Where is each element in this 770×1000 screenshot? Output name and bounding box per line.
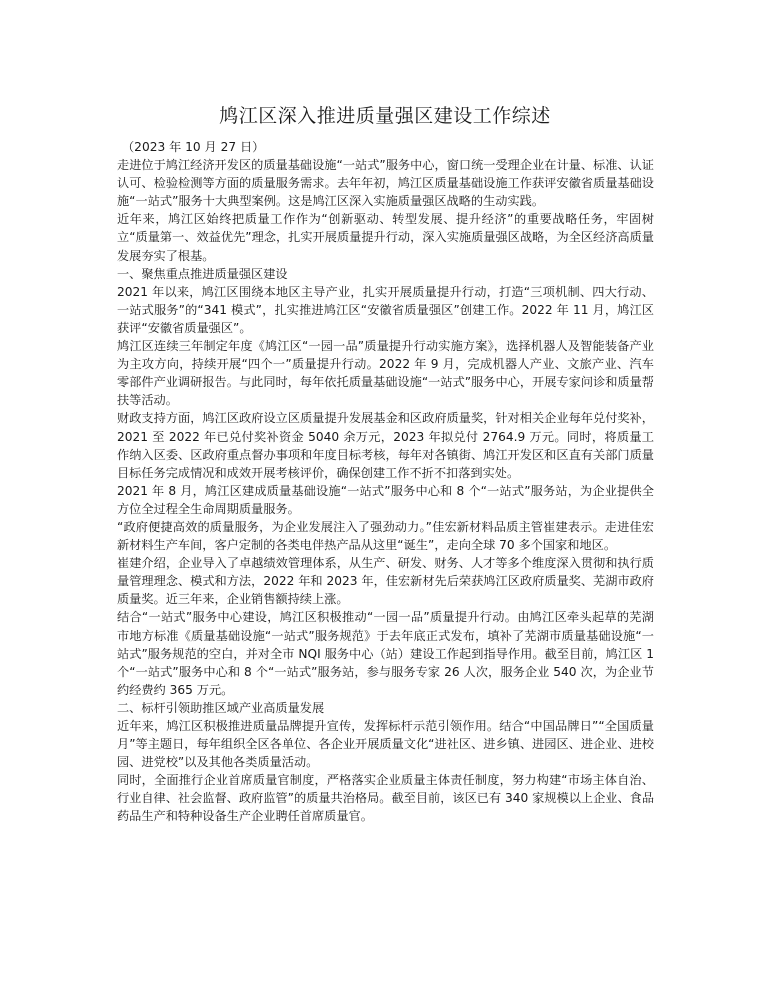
paragraph: 2021 年以来，鸠江区围绕本地区主导产业，扎实开展质量提升行动，打造“三项机制、四大行动、一站式服务”的“341 模式”，扎实推进鸠江区“安徽省质量强区”创建工作。2022 年 11 月，鸠江区获评“安徽省质量强区”。 [117,284,654,335]
paragraph: 财政支持方面，鸠江区政府设立区质量提升发展基金和区政府质量奖，针对相关企业每年兑付奖补，2021 至 2022 年已兑付奖补资金 5040 余万元，2023 年拟兑付 2764.9 万元。同时，将质量工作纳入区委、区政府重点督办事项和年度目标考核，每年对各镇街、鸠江开发区和区直有关部门质量目标任务完成情况和成效开展考核评价，确保创建工作不折不扣落到实处。 [117,411,654,480]
paragraph: 鸠江区连续三年制定年度《鸠江区“一园一品”质量提升行动实施方案》，选择机器人及智能装备产业为主攻方向，持续开展“四个一”质量提升行动。2022 年 9 月，完成机器人产业、文旅产业、汽车零部件产业调研报告。与此同时，每年依托质量基础设施“一站式”服务中心，开展专家问诊和质量帮扶等活动。 [117,339,654,408]
document-title: 鸠江区深入推进质量强区建设工作综述 [219,105,551,127]
paragraph: 近年来，鸠江区积极推进质量品牌提升宣传，发挥标杆示范引领作用。结合“中国品牌日”“全国质量月”等主题日，每年组织全区各单位、各企业开展质量文化“进社区、进乡镇、进园区、进企业、进校园、进党校”以及其他各类质量活动。 [117,719,654,770]
paragraph-overview: 近年来，鸠江区始终把质量工作作为“创新驱动、转型发展、提升经济”的重要战略任务，牢固树立“质量第一、效益优先”理念，扎实开展质量提升行动，深入实施质量强区战略，为全区经济高质量发展夯实了根基。 [117,212,654,263]
document-body [117,138,654,826]
paragraph: 同时，全面推行企业首席质量官制度，严格落实企业质量主体责任制度，努力构建“市场主体自治、行业自律、社会监督、政府监管”的质量共治格局。截至目前，该区已有 340 家规模以上企业、食品药品生产和特种设备生产企业聘任首席质量官。 [117,773,655,824]
document-date: （2023 年 10 月 27 日） [122,140,265,154]
paragraph: 2021 年 8 月，鸠江区建成质量基础设施“一站式”服务中心和 8 个“一站式”服务站，为企业提供全方位全过程全生命周期质量服务。 [117,483,654,516]
paragraph-quote: “政府便捷高效的质量服务，为企业发展注入了强劲动力。”佳宏新材料品质主管崔建表示。走进佳宏新材料生产车间，客户定制的各类电伴热产品从这里“诞生”，走向全球 70 多个国家和地区。 [117,519,654,553]
paragraph: 崔建介绍，企业导入了卓越绩效管理体系，从生产、研发、财务、人才等多个维度深入贯彻和执行质量管理理念、模式和方法，2022 年和 2023 年，佳宏新材先后荣获鸠江区政府质量奖、芜湖市政府质量奖。近三年来，企业销售额持续上涨。 [117,556,654,607]
section-heading-1: 一、聚焦重点推进质量强区建设 [117,266,288,281]
paragraph-intro: 走进位于鸠江经济开发区的质量基础设施“一站式”服务中心，窗口统一受理企业在计量、标准、认证认可、检验检测等方面的质量服务需求。去年年初，鸠江区质量基础设施工作获评安徽省质量基础设施“一站式”服务十大典型案例。这是鸠江区深入实施质量强区战略的生动实践。 [117,158,654,209]
section-heading-2: 二、标杆引领助推区域产业高质量发展 [117,700,325,715]
paragraph: 结合“一站式”服务中心建设，鸠江区积极推动“一园一品”质量提升行动。由鸠江区牵头起草的芜湖市地方标准《质量基础设施“一站式”服务规范》于去年底正式发布，填补了芜湖市质量基础设施“一站式”服务规范的空白，并对全市 NQI 服务中心（站）建设工作起到指导作用。截至目前，鸠江区 1 个“一站式”服务中心和 8 个“一站式”服务站，参与服务专家 26 人次，服务企业 540 次，为企业节约经费约 365 万元。 [117,610,654,697]
